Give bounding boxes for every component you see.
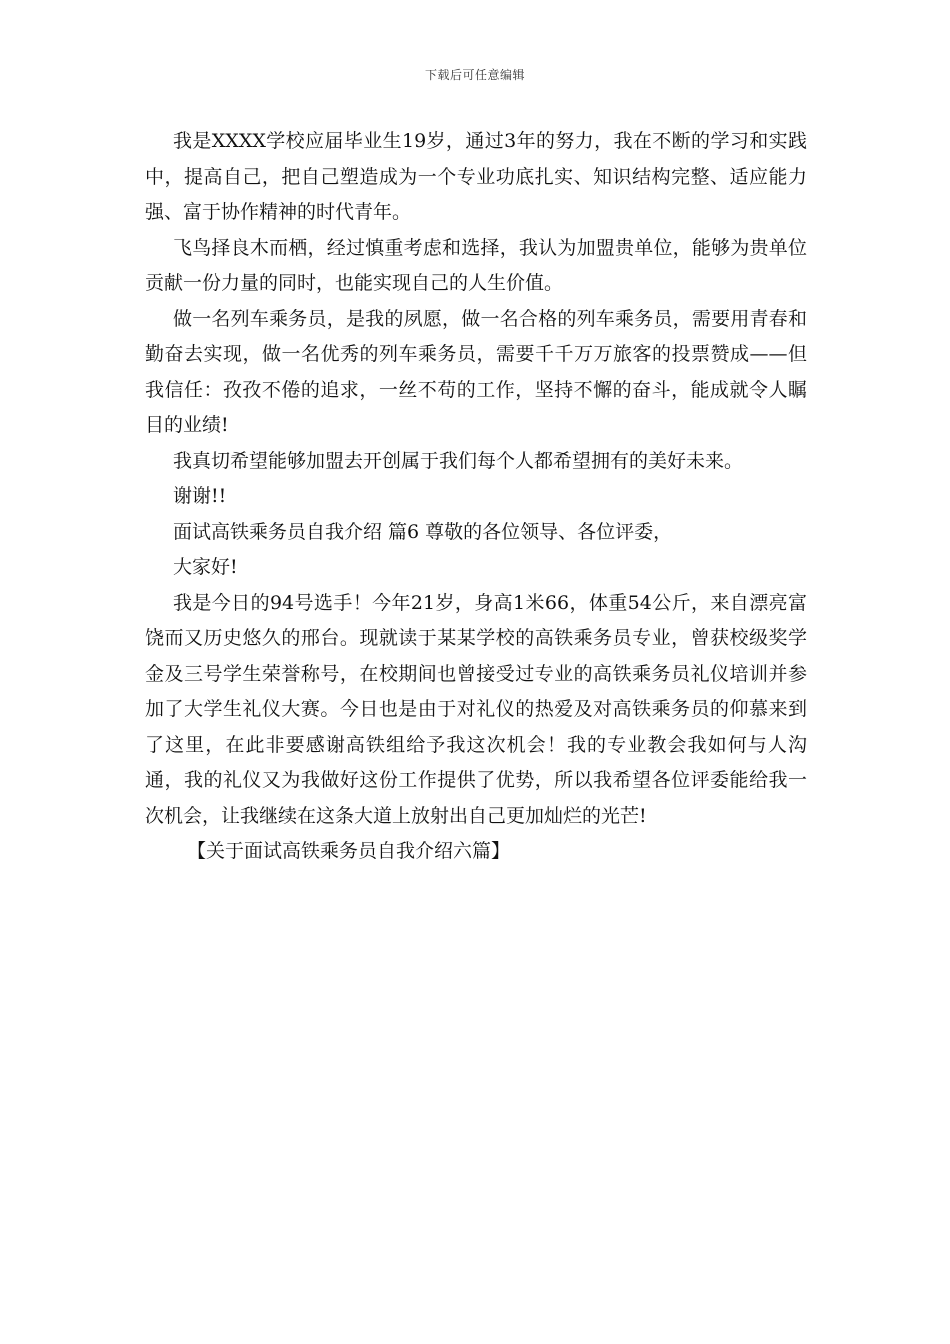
section-heading: 面试高铁乘务员自我介绍 篇6 尊敬的各位领导、各位评委， [173, 520, 673, 543]
paragraph-aspiration: 做一名列车乘务员，是我的夙愿，做一名合格的列车乘务员，需要用青春和勤奋去实现，做一名优秀的列车乘务员，需要千千万万旅客的投票赞成——但我信任：孜孜不倦的追求，一丝不苟的工作，坚持不懈的奋斗，能成就令人瞩目的业绩! [145, 307, 807, 436]
paragraph-thanks: 谢谢!! [173, 485, 227, 507]
paragraph-self-introduction: 我是今日的94号选手！今年21岁，身高1米66，体重54公斤，来自漂亮富饶而又历史悠久的邢台。现就读于某某学校的高铁乘务员专业，曾获校级奖学金及三号学生荣誉称号，在校期间也曾接受过专业的高铁乘务员礼仪培训并参加了大学生礼仪大赛。今日也是由于对礼仪的热爱及对高铁乘务员的仰慕来到了这里，在此非要感谢高铁组给予我这次机会！我的专业教会我如何与人沟通，我的礼仪又为我做好这份工作提供了优势，所以我希望各位评委能给我一次机会，让我继续在这条大道上放射出自己更加灿烂的光芒! [145, 591, 807, 827]
paragraph-intro: 我是XXXX学校应届毕业生19岁，通过3年的努力，我在不断的学习和实践中，提高自己，把自己塑造成为一个专业功底扎实、知识结构完整、适应能力强、富于协作精神的时代青年。 [145, 130, 807, 223]
paragraph-greeting: 大家好! [173, 556, 238, 578]
document-footer-title: 【关于面试高铁乘务员自我介绍六篇】 [187, 840, 511, 862]
paragraph-hope: 我真切希望能够加盟去开创属于我们每个人都希望拥有的美好未来。 [173, 449, 744, 472]
page-header-note: 下载后可任意编辑 [424, 68, 525, 82]
document-body [145, 124, 807, 870]
paragraph-motivation: 飞鸟择良木而栖，经过慎重考虑和选择，我认为加盟贵单位，能够为贵单位贡献一份力量的同时，也能实现自己的人生价值。 [145, 236, 807, 294]
